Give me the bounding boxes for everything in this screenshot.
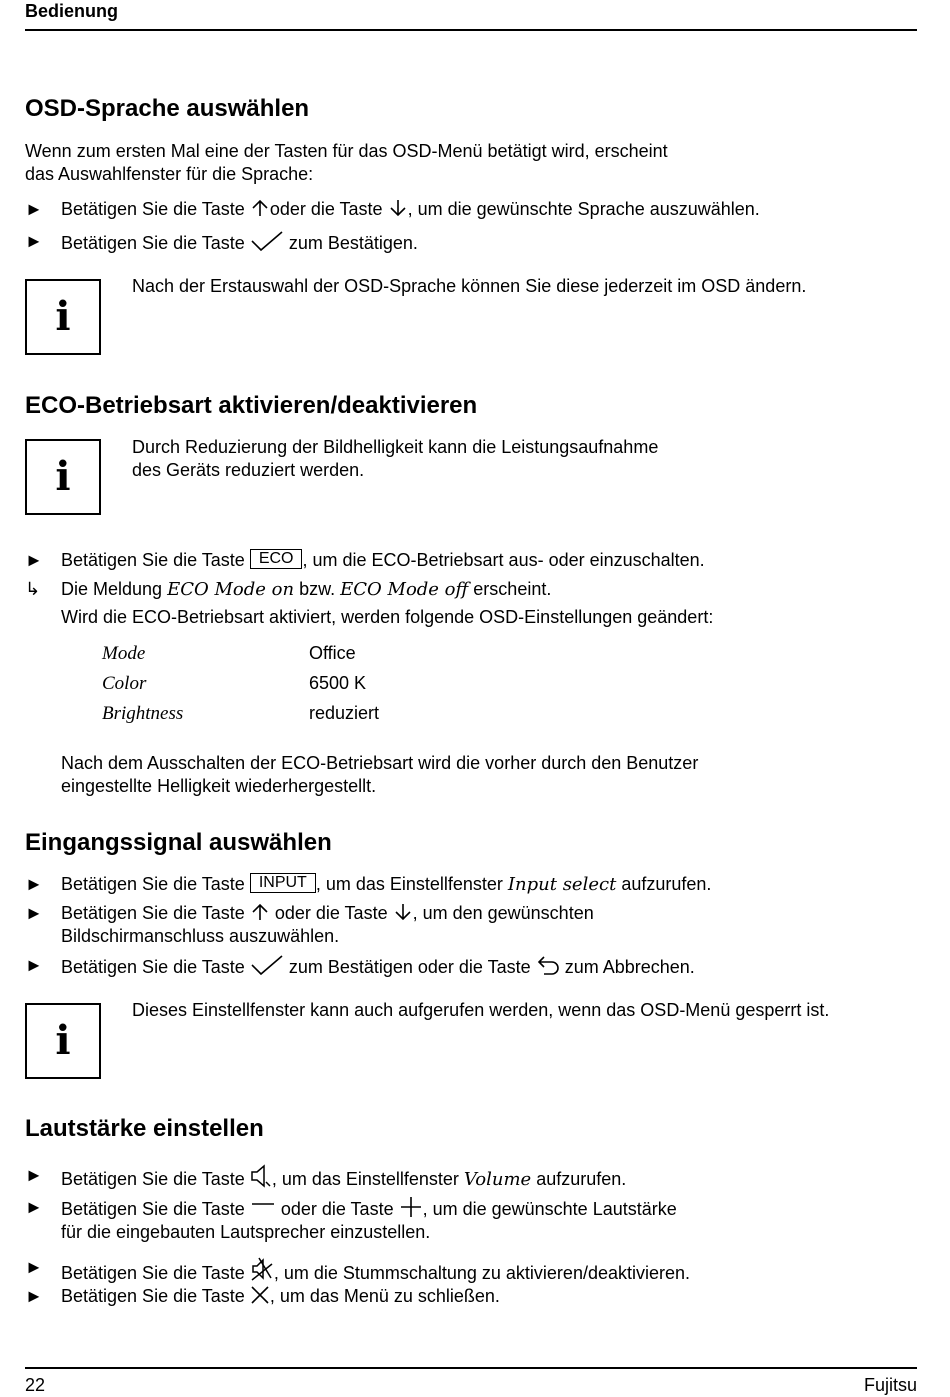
bullet-marker: ► [25,874,43,894]
speaker-icon [250,1164,272,1188]
bullet-marker: ► [25,550,43,570]
arrow-up-icon [250,902,270,922]
arrow-up-icon [250,198,270,218]
heading-input-signal: Eingangssignal auswählen [25,829,332,856]
paragraph-osd-intro: Wenn zum ersten Mal eine der Tasten für das OSD-Menü betätigt wird, erscheint das Auswahlfenster für die Sprache: [25,141,668,184]
paragraph-eco-after: Nach dem Ausschalten der ECO-Betriebsart wird die vorher durch den Benutzer eingestellte Helligkeit wiederhergestellt. [61,753,699,796]
arrow-down-icon [393,902,413,922]
bullet-marker: ► [25,231,43,251]
mute-icon [250,1256,274,1282]
table-row: Brightness reduziert [102,703,380,724]
footer-rule [25,1367,917,1369]
info-note-input: Dieses Einstellfenster kann auch aufgerufen werden, wenn das OSD-Menü gesperrt ist. [132,1000,830,1020]
heading-volume: Lautstärke einstellen [25,1115,264,1142]
eco-key-label: ECO [250,549,303,569]
input-key-label: INPUT [250,873,316,893]
arrow-down-icon [388,198,408,218]
minus-icon [250,1198,276,1218]
running-header: Bedienung [25,1,118,21]
header-rule [25,29,917,31]
paragraph-eco-changes: Wird die ECO-Betriebsart aktiviert, werden folgende OSD-Einstellungen geändert: [61,607,714,627]
info-icon: i [25,1003,101,1079]
bullet-marker: ► [25,903,43,923]
info-note-eco: Durch Reduzierung der Bildhelligkeit kann die Leistungsaufnahme des Geräts reduziert werden. [132,437,659,480]
bullet-marker: ► [25,199,43,219]
eco-settings-table [102,642,502,732]
plus-icon [399,1196,423,1218]
table-row: Mode Office [102,643,356,664]
result-marker: ↳ [25,579,41,599]
heading-osd-language: OSD-Sprache auswählen [25,95,310,122]
footer-brand: Fujitsu [863,1375,917,1395]
bullet-input-select: ► Betätigen Sie die Taste oder die Taste , um den gewünschten Bildschirmanschluss auszuwählen. [25,903,594,946]
bullet-marker: ► [25,1165,43,1185]
table-row: Color 6500 K [102,673,367,694]
close-icon [250,1285,270,1305]
info-icon: i [25,439,101,515]
bullet-marker: ► [25,1257,43,1277]
bullet-marker: ► [25,1286,43,1306]
bullet-marker: ► [25,955,43,975]
checkmark-icon [250,230,284,252]
page-number: 22 [25,1375,46,1395]
back-icon [536,954,560,976]
heading-eco-mode: ECO-Betriebsart aktivieren/deaktivieren [25,392,478,419]
info-note-osd: Nach der Erstauswahl der OSD-Sprache können Sie diese jederzeit im OSD ändern. [132,276,807,296]
info-icon: i [25,279,101,355]
checkmark-icon [250,954,284,976]
bullet-marker: ► [25,1197,43,1217]
bullet-volume-adjust: ► Betätigen Sie die Taste oder die Taste , um die gewünschte Lautstärke für die eingebauten Lautsprecher einzustellen. [25,1197,677,1242]
